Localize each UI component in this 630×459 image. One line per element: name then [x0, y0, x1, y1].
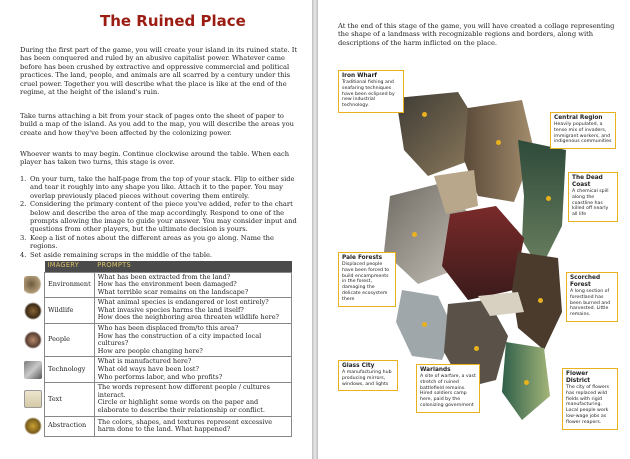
- marker-dot: [524, 380, 529, 385]
- region-callout-dead-coast: The Dead Coast A chemical spill along the coastline has killed off nearly all life: [568, 172, 618, 222]
- machine-icon: [24, 361, 42, 379]
- region-callout-pale-forests: Pale Forests Displaced people have been forced to build encampments in the forest, damaging the delicate ecosystem there: [338, 252, 396, 307]
- list-item: 3. Keep a list of notes about the different areas as you go along. Name the regions.: [20, 233, 274, 251]
- table-row: Environment What has been extracted from the land? How has the environment been damaged? What terrible scar remains on the landscape?: [22, 272, 292, 298]
- steps-list: [20, 175, 302, 259]
- turn-order-paragraph: Whoever wants to may begin. Continue clockwise around the table. When each player has taken two turns, this stage is over.: [20, 150, 290, 167]
- instructions-paragraph: Take turns attaching a bit from your stack of pages onto the sheet of paper to build a map of the island. As you add to the map, you will describe the areas you create and how they've been affected by the colonizing power.: [20, 112, 294, 137]
- text-page-icon: [24, 390, 42, 408]
- marker-dot: [496, 140, 501, 145]
- prompts-header: PROMPTS: [94, 261, 291, 272]
- marker-dot: [422, 322, 427, 327]
- table-row: Text The words represent how different people / cultures interact. Circle or highlight some words on the paper and elaborate to describe their relationship or conflict.: [22, 383, 292, 416]
- imagery-prompts-table: [22, 261, 292, 437]
- animal-icon: [24, 302, 42, 320]
- list-item: 1. On your turn, take the half-page from the top of your stack. Flip to either side and tear it roughly into any shape you like. Attach it to the paper. You may overlap previously placed pieces without covering them entirely.: [20, 175, 295, 200]
- intro-paragraph: During the first part of the game, you will create your island in its ruined state. It has been conquered and ruled by an abusive capitalist power. Whatever came before has been crushed by extractive and oppressive commercial and political practices. The land, people, and animals are all scarred by a century under this cruel power. Together you will describe what the place is like at the end of the regime, at the height of the island's ruin.: [20, 46, 298, 97]
- marker-dot: [474, 346, 479, 351]
- iron-wharf-piece: [396, 92, 474, 176]
- heart-piece: [442, 206, 524, 300]
- dead-coast-piece: [518, 140, 566, 270]
- thumb-header: [22, 261, 45, 272]
- table-row: Abstraction The colors, shapes, and textures represent excessive harm done to the land. What happened?: [22, 416, 292, 436]
- marker-dot: [422, 112, 427, 117]
- table-header-row: [22, 261, 292, 272]
- list-item: 4. Set aside remaining scraps in the middle of the table.: [20, 250, 213, 259]
- table-row: Technology What is manufactured here? What old ways have been lost? Who performs labor, and who profits?: [22, 357, 292, 383]
- marker-dot: [546, 196, 551, 201]
- table-row: Wildlife What animal species is endangered or lost entirely? What invasive species harms the land itself? How does the neighboring area threaten wildlife here?: [22, 298, 292, 324]
- region-callout-iron-wharf: Iron Wharf Traditional fishing and seafaring techniques have been eclipsed by new industrial technology.: [338, 70, 404, 113]
- marker-dot: [538, 298, 543, 303]
- list-item: 2. Considering the primary content of the piece you've added, refer to the chart below and describe the area of the map accordingly. Respond to one of the prompts allowing the image to guide your answer. You may consider input and questions from other players, but the ultimate decision is yours.: [20, 200, 297, 234]
- landscape-icon: [24, 276, 42, 294]
- left-page: [0, 0, 312, 459]
- abstract-shape-icon: [24, 417, 42, 435]
- region-callout-central-region: Central Region Heavily populated, a tense mix of invaders, immigrant workers, and indigenous communities: [550, 112, 616, 149]
- region-callout-warlands: Warlands A site of warfare, a vast stretch of ruined battlefield remains. Hired soldiers camp here, paid by the colonizing government: [416, 364, 480, 413]
- region-callout-flower-district: Flower District The city of flowers has replaced wild fields with rigid manufacturing. Local people work low-wage jobs as flower reapers.: [562, 368, 618, 430]
- table-row: People Who has been displaced from/to this area? How has the construction of a city impacted local cultures? How are people changing here?: [22, 324, 292, 357]
- region-callout-scorched-forest: Scorched Forest A long section of forestland has been burned and harvested. Little remains.: [566, 272, 618, 322]
- person-icon: [24, 331, 42, 349]
- collage-intro-paragraph: At the end of this stage of the game, you will have created a collage representing the shape of a landmass with recognizable regions and borders, along with descriptions of the harm inflicted on the place.: [338, 22, 615, 47]
- imagery-header: IMAGERY: [45, 261, 95, 272]
- marker-dot: [412, 232, 417, 237]
- right-page: [318, 0, 630, 459]
- region-callout-glass-city: Glass City A manufacturing hub producing mirrors, windows, and lights: [338, 360, 398, 391]
- page-title: The Ruined Place: [100, 12, 246, 30]
